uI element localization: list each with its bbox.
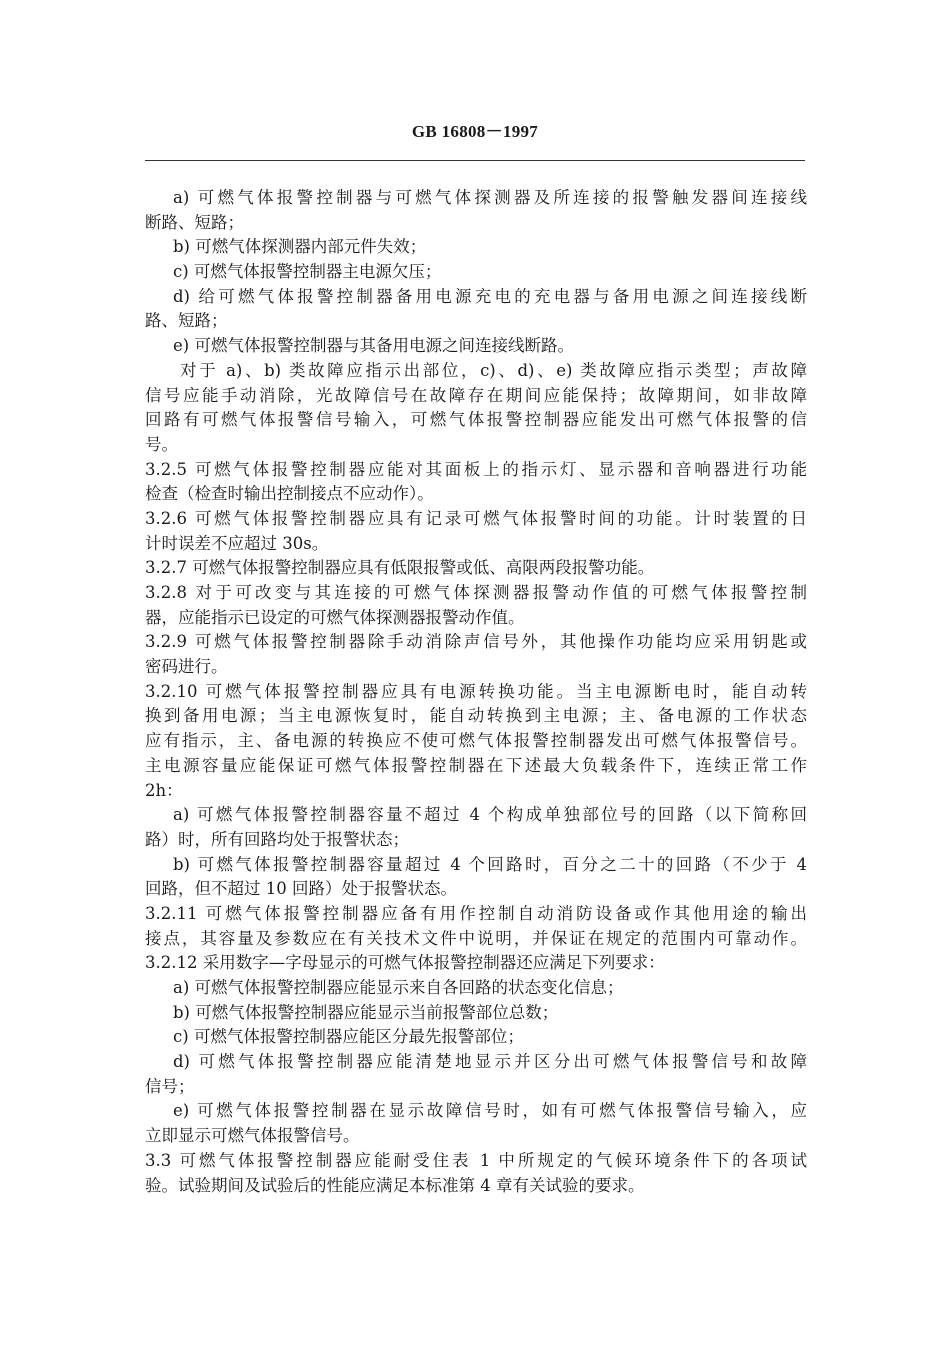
text-line: 3.2.10 可燃气体报警控制器应具有电源转换功能。当主电源断电时，能自动转 <box>145 681 807 701</box>
text-line: 器，应能指示已设定的可燃气体探测器报警动作值。 <box>145 607 525 627</box>
text-line: 2h： <box>145 780 183 800</box>
text-line: b) 可燃气体报警控制器应能显示当前报警部位总数； <box>173 1002 559 1022</box>
text-line: 3.2.11 可燃气体报警控制器应备有用作控制自动消防设备或作其他用途的输出 <box>145 903 807 923</box>
text-line: e) 可燃气体报警控制器与其备用电源之间连接线断路。 <box>173 336 574 356</box>
text-line: b) 可燃气体报警控制器容量超过 4 个回路时，百分之二十的回路（不少于 4 <box>173 854 807 874</box>
text-line: 验。试验期间及试验后的性能应满足本标准第 4 章有关试验的要求。 <box>145 1175 645 1195</box>
text-line: 3.2.7 可燃气体报警控制器应具有低限报警或低、高限两段报警功能。 <box>145 558 655 578</box>
text-line: 信号应能手动消除，光故障信号在故障存在期间应能保持；故障期间，如非故障 <box>145 385 807 405</box>
text-line: 3.2.9 可燃气体报警控制器除手动消除声信号外，其他操作功能均应采用钥匙或 <box>145 632 807 652</box>
text-line: a) 可燃气体报警控制器容量不超过 4 个构成单独部位号的回路（以下简称回 <box>173 805 807 825</box>
text-line: 信号； <box>145 1076 195 1096</box>
header-rule <box>145 160 805 161</box>
text-line: d) 给可燃气体报警控制器备用电源充电的充电器与备用电源之间连接线断 <box>173 286 807 306</box>
document-body <box>145 186 807 1198</box>
text-line: 路、短路； <box>145 311 228 331</box>
text-line: a) 可燃气体报警控制器应能显示来自各回路的状态变化信息； <box>173 978 624 997</box>
text-line: 换到备用电源；当主电源恢复时，能自动转换到主电源；主、备电源的工作状态 <box>145 706 807 726</box>
text-line: 回路，但不超过 10 回路）处于报警状态。 <box>145 879 457 899</box>
text-line: 号。 <box>145 434 178 454</box>
text-line: 3.2.12 采用数字—字母显示的可燃气体报警控制器还应满足下列要求： <box>145 953 665 973</box>
text-line: 路）时，所有回路均处于报警状态； <box>145 829 409 849</box>
text-line: 3.2.8 对于可改变与其连接的可燃气体探测器报警动作值的可燃气体报警控制 <box>145 583 807 602</box>
text-line: 检查（检查时输出控制接点不应动作）。 <box>145 484 434 504</box>
text-line: 3.2.6 可燃气体报警控制器应具有记录可燃气体报警时间的功能。计时装置的日 <box>145 508 807 528</box>
text-line: 3.2.5 可燃气体报警控制器应能对其面板上的指示灯、显示器和音响器进行功能 <box>145 459 807 479</box>
text-line: 应有指示，主、备电源的转换应不使可燃气体报警控制器发出可燃气体报警信号。 <box>145 731 807 751</box>
text-line: 回路有可燃气体报警信号输入，可燃气体报警控制器应能发出可燃气体报警的信 <box>145 410 807 430</box>
text-line: 对于 a)、b) 类故障应指示出部位，c)、d)、e) 类故障应指示类型；声故障 <box>180 360 807 380</box>
text-line: 断路、短路； <box>145 212 244 232</box>
page-header: GB 16808－1997 <box>411 122 539 141</box>
text-line: 立即显示可燃气体报警信号。 <box>145 1126 360 1146</box>
text-line: 计时误差不应超过 30s。 <box>145 533 329 553</box>
text-line: 主电源容量应能保证可燃气体报警控制器在下述最大负载条件下，连续正常工作 <box>145 755 807 775</box>
text-line: 接点，其容量及参数应在有关技术文件中说明，并保证在规定的范围内可靠动作。 <box>145 928 807 948</box>
text-line: e) 可燃气体报警控制器在显示故障信号时，如有可燃气体报警信号输入，应 <box>173 1101 807 1121</box>
text-line: d) 可燃气体报警控制器应能清楚地显示并区分出可燃气体报警信号和故障 <box>173 1052 807 1072</box>
text-line: c) 可燃气体报警控制器应能区分最先报警部位； <box>173 1027 524 1047</box>
text-line: 密码进行。 <box>145 657 228 677</box>
text-line: b) 可燃气体探测器内部元件失效； <box>173 237 427 257</box>
text-line: a) 可燃气体报警控制器与可燃气体探测器及所连接的报警触发器间连接线 <box>173 188 807 207</box>
text-line: c) 可燃气体报警控制器主电源欠压； <box>173 262 442 282</box>
text-line: 3.3 可燃气体报警控制器应能耐受住表 1 中所规定的气候环境条件下的各项试 <box>145 1150 807 1170</box>
